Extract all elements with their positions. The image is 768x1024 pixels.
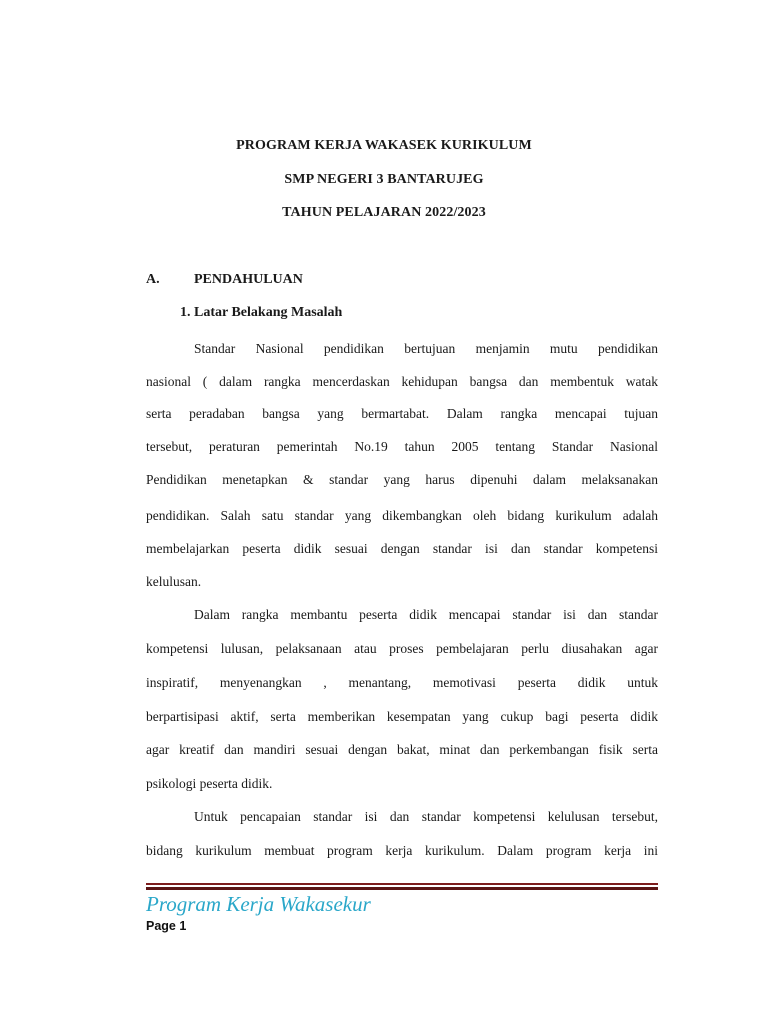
academic-year: TAHUN PELAJARAN 2022/2023 [282,205,486,220]
paragraph-line: tersebut, peraturan pemerintah No.19 tahun 2005 tentang Standar Nasional [146,439,658,454]
paragraph-line: Dalam rangka membantu peserta didik mencapai standar isi dan standar [194,607,658,622]
page-number: Page 1 [146,919,187,933]
paragraph-line: nasional ( dalam rangka mencerdaskan kehidupan bangsa dan membentuk watak [146,374,658,389]
section-number: A. [146,272,160,287]
paragraph-line: pendidikan. Salah satu standar yang dikembangkan oleh bidang kurikulum adalah [146,508,658,523]
paragraph-line: Pendidikan menetapkan & standar yang harus dipenuhi dalam melaksanakan [146,472,658,487]
footer-divider [146,887,658,890]
paragraph-line: membelajarkan peserta didik sesuai dengan standar isi dan standar kompetensi [146,541,658,556]
paragraph-line: psikologi peserta didik. [146,776,273,791]
paragraph-line: Standar Nasional pendidikan bertujuan menjamin mutu pendidikan [194,341,658,356]
paragraph-line: berpartisipasi aktif, serta memberikan kesempatan yang cukup bagi peserta didik [146,709,658,724]
subsection-title: 1. Latar Belakang Masalah [180,305,343,320]
footer-title: Program Kerja Wakasekur [146,892,371,916]
paragraph-line: Untuk pencapaian standar isi dan standar kompetensi kelulusan tersebut, [194,809,658,824]
paragraph-line: kompetensi lulusan, pelaksanaan atau proses pembelajaran perlu diusahakan agar [146,641,658,656]
paragraph-line: kelulusan. [146,574,202,589]
paragraph-line: agar kreatif dan mandiri sesuai dengan bakat, minat dan perkembangan fisik serta [146,742,658,757]
document-title: PROGRAM KERJA WAKASEK KURIKULUM [236,138,532,153]
paragraph-line: inspiratif, menyenangkan , menantang, memotivasi peserta didik untuk [146,675,658,690]
school-name: SMP NEGERI 3 BANTARUJEG [284,172,484,187]
paragraph-line: bidang kurikulum membuat program kerja kurikulum. Dalam program kerja ini [146,843,658,858]
section-title: PENDAHULUAN [194,272,303,287]
paragraph-line: serta peradaban bangsa yang bermartabat. Dalam rangka mencapai tujuan [146,406,658,421]
footer-divider [146,883,658,885]
